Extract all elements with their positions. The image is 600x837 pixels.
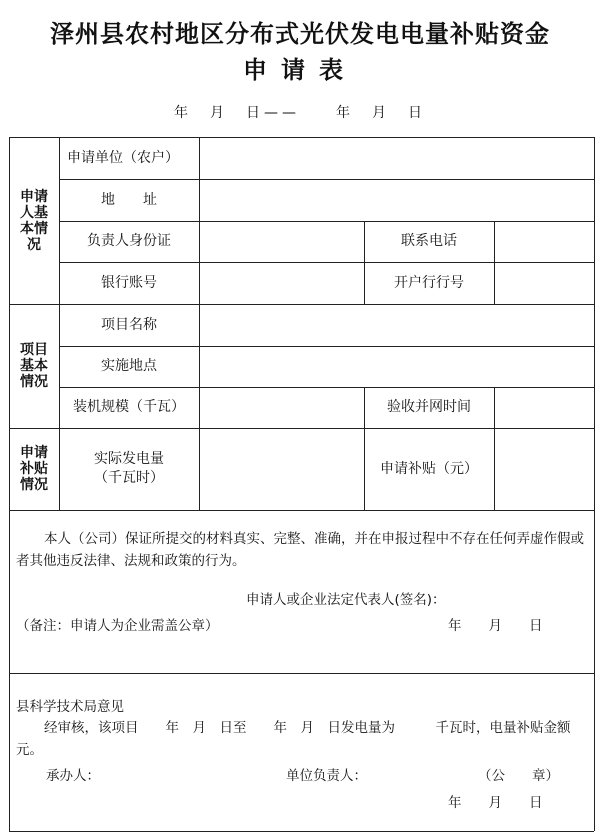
capacity-field[interactable] [200, 388, 364, 428]
phone-field[interactable] [495, 222, 594, 262]
section-project-info [9, 304, 59, 428]
bureau-review-text: 经审核，该项目 年 月 日至 年 月 日发电量为 千瓦时，电量补贴金额 元。 [16, 720, 598, 758]
bureau-seal: （公 章） [478, 768, 559, 784]
bank-account-label: 银行账号 [101, 274, 157, 291]
date-range: 年 月 日—— 年 月 日 [174, 105, 426, 121]
actual-output-label-line1: 实际发电量 [94, 451, 164, 467]
section-project-label: 项目基本情况 [20, 342, 48, 390]
bank-branch-label: 开户行行号 [394, 274, 464, 291]
section-applicant-info [9, 137, 59, 304]
declaration-signature: 申请人或企业法定代表人(签名)： [246, 592, 446, 608]
site-label: 实施地点 [101, 358, 157, 374]
bureau-handler: 承办人： [46, 768, 100, 784]
site-field[interactable] [200, 347, 594, 387]
applicant-unit-label: 申请单位（农户） [67, 149, 179, 166]
form-subtitle: 申请表 [243, 56, 357, 84]
bank-branch-field[interactable] [495, 263, 594, 304]
actual-output-label-line2: （千瓦时） [94, 470, 164, 486]
bureau-date: 年 月 日 [448, 795, 543, 811]
subsidy-amount-field[interactable] [495, 429, 594, 510]
declaration-text: 本人（公司）保证所提交的材料真实、完整、准确，并在申报过程中不存在任何弄虚作假或者其他违反法律、法规和政策的行为。 [16, 531, 584, 569]
declaration-date: 年 月 日 [448, 618, 543, 634]
form-title: 泽州县农村地区分布式光伏发电电量补贴资金 [50, 20, 550, 48]
subsidy-amount-label: 申请补贴（元） [380, 460, 478, 477]
capacity-label: 装机规模（千瓦） [73, 399, 185, 415]
actual-output-label [59, 428, 199, 510]
bureau-heading: 县科学技术局意见 [16, 699, 124, 715]
actual-output-field[interactable] [200, 429, 364, 510]
acceptance-time-label: 验收并网时间 [387, 399, 471, 415]
acceptance-time-field[interactable] [495, 388, 594, 428]
bureau-leader: 单位负责人： [286, 768, 367, 784]
id-card-field[interactable] [200, 222, 364, 262]
project-name-field[interactable] [200, 305, 594, 346]
declaration-note: （备注：申请人为企业需盖公章） [16, 618, 219, 634]
section-subsidy-info [9, 428, 59, 510]
section-applicant-label: 申请人基本情况 [20, 188, 48, 253]
applicant-unit-field[interactable] [200, 138, 594, 179]
address-label: 地 址 [101, 191, 157, 208]
bank-account-field[interactable] [200, 263, 364, 304]
project-name-label: 项目名称 [101, 316, 157, 333]
id-card-label: 负责人身份证 [87, 233, 171, 249]
address-field[interactable] [200, 180, 594, 221]
phone-label: 联系电话 [401, 233, 457, 249]
section-subsidy-label: 申请补贴情况 [20, 445, 48, 493]
